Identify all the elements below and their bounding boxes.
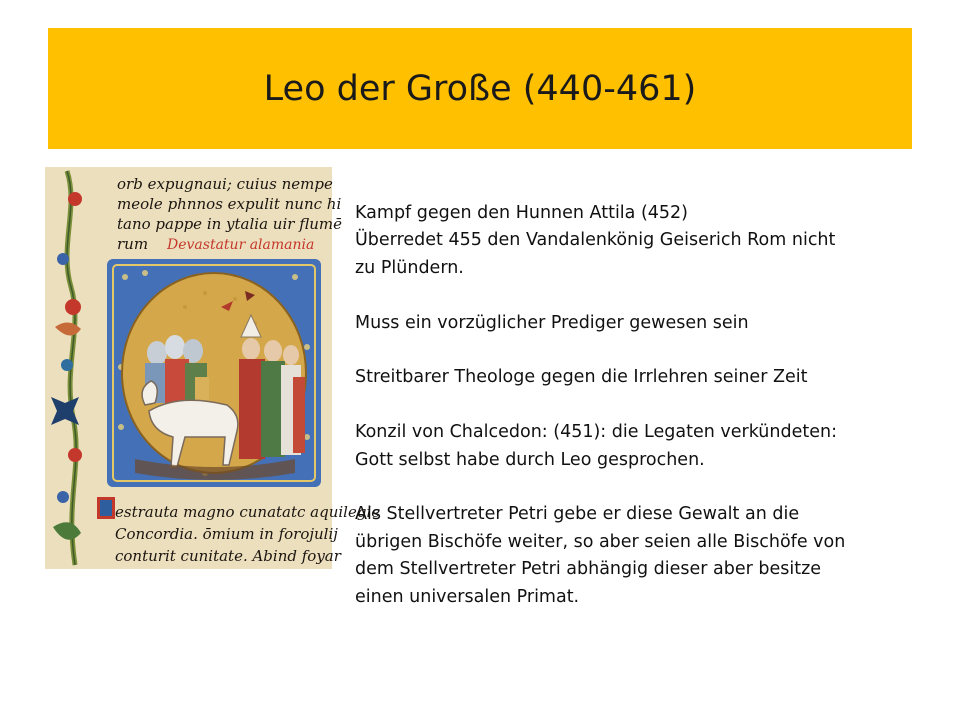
paragraph-primat xyxy=(355,501,915,611)
manuscript-line-3: tano pappe in ytalia uir flumē xyxy=(117,215,342,233)
manuscript-line-7: Concordia. ōmium in forojulij xyxy=(115,525,338,543)
paragraph-attila xyxy=(355,200,915,282)
spacer xyxy=(355,337,915,364)
text-line: zu Plündern. xyxy=(355,257,464,278)
manuscript-rubric: Devastatur alamania xyxy=(167,237,315,253)
text-line: Muss ein vorzüglicher Prediger gewesen sein xyxy=(355,312,749,333)
manuscript-line-6: estrauta magno cunatatc aquilegie xyxy=(115,503,381,521)
body-text xyxy=(355,200,915,611)
manuscript-line-2: meole phnnos expulit nunc hi xyxy=(117,195,342,213)
manuscript-line-8: conturit cunitate. Abind foyar xyxy=(115,547,341,565)
paragraph-prediger xyxy=(355,310,915,337)
manuscript-picture xyxy=(45,167,381,569)
text-line: Gott selbst habe durch Leo gesprochen. xyxy=(355,449,705,470)
text-line: einen universalen Primat. xyxy=(355,586,580,607)
slide-title: Leo der Große (440-461) xyxy=(263,68,697,109)
text-line: Überredet 455 den Vandalenkönig Geiserich Rom nicht xyxy=(355,230,836,251)
text-line: übrigen Bischöfe weiter, so aber seien alle Bischöfe von xyxy=(355,531,846,552)
text-line: Konzil von Chalcedon: (451): die Legaten verkündeten: xyxy=(355,422,837,443)
text-line: dem Stellvertreter Petri abhängig dieser aber besitze xyxy=(355,559,822,580)
spacer xyxy=(355,474,915,501)
text-line: Als Stellvertreter Petri gebe er diese Gewalt an die xyxy=(355,504,800,525)
text-line: Kampf gegen den Hunnen Attila (452) xyxy=(355,203,689,223)
paragraph-chalcedon xyxy=(355,419,915,474)
title-banner xyxy=(48,28,912,149)
spacer xyxy=(355,392,915,419)
spacer xyxy=(355,282,915,309)
text-line: Streitbarer Theologe gegen die Irrlehren seiner Zeit xyxy=(355,367,808,388)
manuscript-illumination xyxy=(45,167,381,569)
manuscript-line-4: rum xyxy=(117,235,149,253)
paragraph-theologe xyxy=(355,364,915,391)
manuscript-line-1: orb expugnaui; cuius nempe xyxy=(117,175,333,193)
